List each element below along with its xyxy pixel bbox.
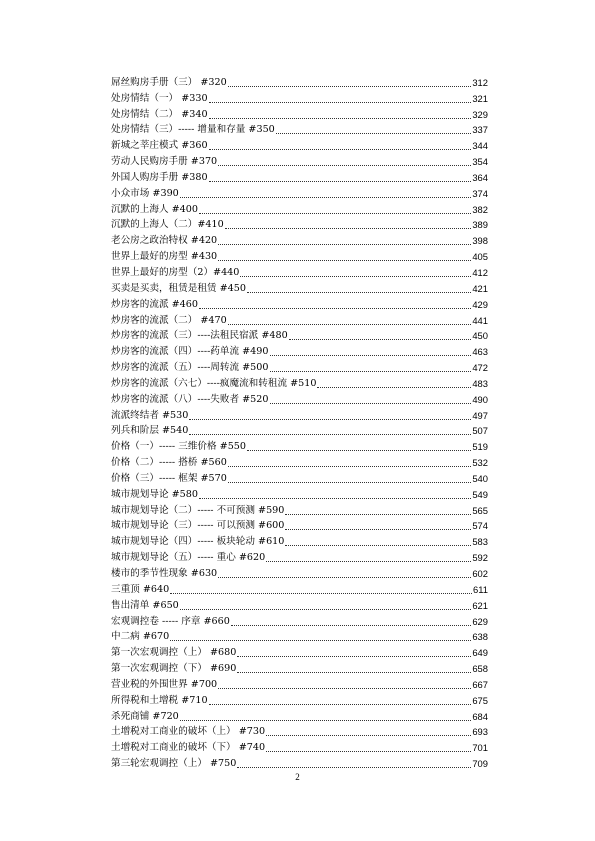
dot-leader <box>209 148 472 150</box>
toc-entry-page-number: 532 <box>472 457 488 469</box>
toc-entry-page-number: 549 <box>472 488 488 500</box>
toc-entry-title: 价格（一）----- 三维价格 #550 <box>111 441 247 453</box>
toc-entry-page-number: 602 <box>472 568 488 579</box>
dot-leader <box>170 639 471 641</box>
toc-entry[interactable] <box>111 295 488 311</box>
toc-entry-title: 劳动人民购房手册 #370 <box>111 156 218 168</box>
toc-entry[interactable] <box>111 311 488 327</box>
toc-entry-title: 宏观调控卷 ----- 序章 #660 <box>111 615 230 627</box>
toc-entry[interactable] <box>111 73 488 89</box>
toc-entry[interactable] <box>111 136 488 152</box>
toc-entry[interactable] <box>111 200 488 216</box>
toc-entry-page-number: 389 <box>472 219 488 231</box>
toc-entry-page-number: 540 <box>472 472 488 484</box>
toc-entry-page-number: 621 <box>472 599 488 611</box>
toc-entry-page-number: 382 <box>472 203 488 215</box>
toc-entry[interactable] <box>111 659 488 675</box>
page-number: 2 <box>295 772 300 782</box>
dot-leader <box>228 323 472 325</box>
toc-entry-title: 处房情结（一） #330 <box>111 92 208 104</box>
toc-entry-title: 三重顶 #640 <box>111 583 170 595</box>
dot-leader <box>231 624 471 626</box>
toc-entry-page-number: 312 <box>472 76 488 88</box>
dot-leader <box>225 227 472 229</box>
dot-leader <box>189 433 471 435</box>
toc-entry[interactable] <box>111 168 488 184</box>
toc-entry[interactable] <box>111 358 488 374</box>
dot-leader <box>285 513 471 515</box>
dot-leader <box>270 370 472 372</box>
toc-entry[interactable] <box>111 390 488 406</box>
dot-leader <box>266 734 471 736</box>
dot-leader <box>209 180 472 182</box>
toc-entry[interactable] <box>111 121 488 137</box>
toc-entry[interactable] <box>111 216 488 232</box>
toc-entry[interactable] <box>111 263 488 279</box>
toc-entry[interactable] <box>111 485 488 501</box>
toc-entry[interactable] <box>111 279 488 295</box>
toc-entry[interactable] <box>111 643 488 659</box>
toc-entry[interactable] <box>111 675 488 691</box>
toc-entry-title: 售出清单 #650 <box>111 599 179 611</box>
toc-entry-page-number: 675 <box>472 694 488 706</box>
dot-leader <box>199 307 471 309</box>
toc-entry[interactable] <box>111 437 488 453</box>
toc-entry-title: 炒房客的流派（三）----法租民宿派 #480 <box>111 330 288 342</box>
toc-entry-page-number: 649 <box>472 647 488 659</box>
toc-entry[interactable] <box>111 548 488 564</box>
toc-entry[interactable] <box>111 501 488 517</box>
toc-entry-page-number: 667 <box>472 678 488 690</box>
toc-entry-title: 列兵和阶层 #540 <box>111 425 189 437</box>
toc-entry-title: 买卖是买卖，租赁是租赁 #450 <box>111 282 246 294</box>
dot-leader <box>209 117 472 119</box>
toc-entry-title: 世界上最好的房型（2）#440 <box>111 266 240 278</box>
toc-entry[interactable] <box>111 628 488 644</box>
toc-entry-title: 所得税和土增税 #710 <box>111 694 208 706</box>
toc-entry-page-number: 507 <box>472 425 488 437</box>
toc-entry-title: 城市规划导论（三）----- 可以预测 #600 <box>111 520 285 532</box>
toc-entry-title: 第一次宏观调控（下） #690 <box>111 663 237 675</box>
toc-entry[interactable] <box>111 707 488 723</box>
toc-entry[interactable] <box>111 469 488 485</box>
toc-entry-page-number: 321 <box>472 92 488 104</box>
toc-entry-title: 中二病 #670 <box>111 631 170 643</box>
toc-entry-title: 流派终结者 #530 <box>111 409 189 421</box>
dot-leader <box>285 544 471 546</box>
toc-entry[interactable] <box>111 596 488 612</box>
dot-leader <box>170 592 472 594</box>
dot-leader <box>247 291 471 293</box>
dot-leader <box>276 132 472 134</box>
toc-entry-page-number: 441 <box>472 314 488 326</box>
toc-entry-title: 世界上最好的房型 #430 <box>111 251 218 263</box>
toc-entry-page-number: 364 <box>472 171 488 183</box>
dot-leader <box>209 101 472 103</box>
toc-entry-page-number: 565 <box>472 504 488 516</box>
toc-entry-title: 小众市场 #390 <box>111 187 179 199</box>
toc-entry-page-number: 421 <box>472 282 488 294</box>
toc-entry-title: 城市规划导论（五）----- 重心 #620 <box>111 552 266 564</box>
toc-entry[interactable] <box>111 738 488 754</box>
toc-entry[interactable] <box>111 580 488 596</box>
toc-entry[interactable] <box>111 231 488 247</box>
toc-entry-page-number: 701 <box>472 742 488 754</box>
dot-leader <box>218 259 471 261</box>
toc-entry[interactable] <box>111 89 488 105</box>
dot-leader <box>180 608 472 610</box>
toc-entry-page-number: 658 <box>472 663 488 675</box>
toc-entry-title: 楼市的季节性现象 #630 <box>111 568 218 579</box>
toc-entry-page-number: 693 <box>472 726 488 738</box>
toc-entry[interactable] <box>111 327 488 343</box>
dot-leader <box>199 497 471 499</box>
toc-entry-page-number: 329 <box>472 108 488 120</box>
toc-entry-page-number: 483 <box>472 377 488 389</box>
toc-entry-page-number: 472 <box>472 362 488 374</box>
dot-leader <box>266 750 471 752</box>
toc-entry-page-number: 583 <box>472 536 488 548</box>
toc-entry-page-number: 497 <box>472 409 488 421</box>
toc-entry-page-number: 684 <box>472 710 488 722</box>
toc-entry[interactable] <box>111 612 488 628</box>
dot-leader <box>266 560 471 562</box>
dot-leader <box>189 418 471 420</box>
toc-entry[interactable] <box>111 453 488 469</box>
toc-entry-page-number: 629 <box>472 615 488 627</box>
toc-entry[interactable] <box>111 184 488 200</box>
dot-leader <box>270 402 472 404</box>
toc-entry-title: 沉默的上海人（二）#410 <box>111 219 224 231</box>
toc-entry-title: 炒房客的流派（五）----周转流 #500 <box>111 362 269 374</box>
toc-entry-page-number: 405 <box>472 251 488 263</box>
toc-entry[interactable] <box>111 342 488 358</box>
toc-entry-page-number: 709 <box>472 758 488 770</box>
toc-entry-title: 处房情结（三）----- 增量和存量 #350 <box>111 124 275 136</box>
toc-entry[interactable] <box>111 105 488 121</box>
toc-entry-title: 沉默的上海人 #400 <box>111 203 198 215</box>
toc-entry-title: 城市规划导论（二）----- 不可预测 #590 <box>111 504 285 516</box>
dot-leader <box>228 465 472 467</box>
dot-leader <box>228 481 472 483</box>
toc-entry-title: 城市规划导论（四）----- 板块轮动 #610 <box>111 536 285 548</box>
toc-entry-page-number: 450 <box>472 330 488 342</box>
dot-leader <box>285 528 471 530</box>
toc-entry-title: 炒房客的流派 #460 <box>111 298 198 310</box>
toc-entry-title: 城市规划导论 #580 <box>111 488 198 500</box>
toc-entry-page-number: 337 <box>472 124 488 136</box>
toc-entry-title: 炒房客的流派（二） #470 <box>111 314 227 326</box>
toc-entry[interactable] <box>111 754 488 770</box>
toc-entry-title: 土增税对工商业的破坏（上） #730 <box>111 726 266 738</box>
dot-leader <box>199 212 471 214</box>
toc-entry-title: 外国人购房手册 #380 <box>111 171 208 183</box>
toc-entry-page-number: 638 <box>472 631 488 643</box>
toc-entry-page-number: 592 <box>472 552 488 564</box>
toc-entry-page-number: 490 <box>472 393 488 405</box>
toc-entry[interactable] <box>111 374 488 390</box>
dot-leader <box>180 196 472 198</box>
dot-leader <box>237 766 471 768</box>
toc-entry-title: 价格（三）----- 框架 #570 <box>111 472 227 484</box>
toc-entry-page-number: 344 <box>472 140 488 152</box>
toc-entry[interactable] <box>111 406 488 422</box>
toc-entry-title: 第三轮宏观调控（上） #750 <box>111 758 237 770</box>
dot-leader <box>180 719 472 721</box>
toc-entry-title: 第一次宏观调控（上） #680 <box>111 647 237 659</box>
toc-entry[interactable] <box>111 152 488 168</box>
toc-entry[interactable] <box>111 422 488 438</box>
dot-leader <box>218 576 471 578</box>
toc-entry-title: 炒房客的流派（八）----失败者 #520 <box>111 393 269 405</box>
toc-entry[interactable] <box>111 247 488 263</box>
dot-leader <box>228 85 472 87</box>
toc-entry[interactable] <box>111 723 488 739</box>
toc-entry-title: 炒房客的流派（六七）----疯魔流和转租流 #510 <box>111 377 317 389</box>
toc-entry-page-number: 611 <box>473 583 488 595</box>
toc-entry-page-number: 519 <box>472 441 488 453</box>
toc-entry-page-number: 574 <box>472 520 488 532</box>
toc-entry-title: 杀死商铺 #720 <box>111 710 179 722</box>
toc-entry-page-number: 354 <box>472 156 488 168</box>
toc-entry-title: 营业税的外围世界 #700 <box>111 678 218 690</box>
dot-leader <box>237 655 471 657</box>
dot-leader <box>218 243 471 245</box>
toc-entry-page-number: 463 <box>472 346 488 358</box>
dot-leader <box>218 164 471 166</box>
toc-entry-title: 新城之莘庄模式 #360 <box>111 140 208 152</box>
dot-leader <box>270 354 472 356</box>
dot-leader <box>237 671 471 673</box>
toc-entry-page-number: 412 <box>472 266 488 278</box>
toc-entry-page-number: 429 <box>472 298 488 310</box>
toc-entry-title: 炒房客的流派（四）----药单流 #490 <box>111 346 269 358</box>
dot-leader <box>240 275 471 277</box>
table-of-contents <box>111 73 488 770</box>
toc-entry-title: 处房情结（二） #340 <box>111 108 208 120</box>
toc-entry-title: 屌丝购房手册（三） #320 <box>111 76 227 88</box>
toc-entry-title: 老公房之政治特权 #420 <box>111 235 218 247</box>
dot-leader <box>289 338 472 340</box>
dot-leader <box>247 449 471 451</box>
dot-leader <box>209 703 472 705</box>
toc-entry[interactable] <box>111 532 488 548</box>
dot-leader <box>317 386 471 388</box>
toc-entry[interactable] <box>111 691 488 707</box>
toc-entry[interactable] <box>111 564 488 580</box>
dot-leader <box>218 687 471 689</box>
toc-entry-page-number: 374 <box>472 187 488 199</box>
toc-entry[interactable] <box>111 517 488 533</box>
toc-entry-page-number: 398 <box>472 235 488 247</box>
toc-entry-title: 价格（二）----- 搭桥 #560 <box>111 457 227 469</box>
toc-entry-title: 土增税对工商业的破坏（下） #740 <box>111 742 266 754</box>
